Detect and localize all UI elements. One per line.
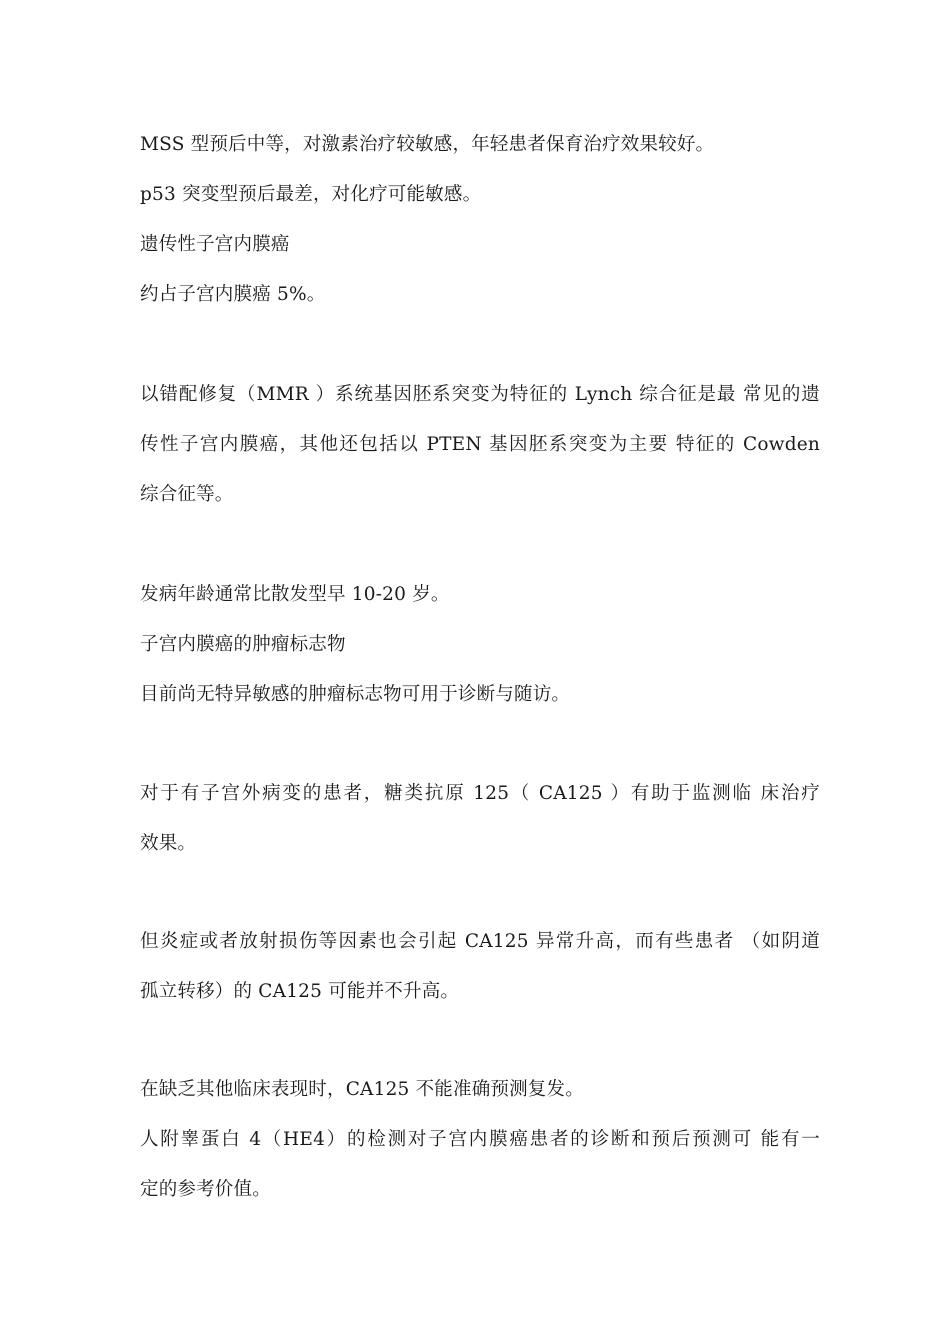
text-line: 传性子宫内膜癌，其他还包括以 PTEN 基因胚系突变为主要 特征的 Cowden: [140, 434, 820, 455]
section-heading: 遗传性子宫内膜癌: [140, 234, 290, 255]
text-line: 效果。: [140, 833, 197, 854]
text-line: 约占子宫内膜癌 5%。: [140, 284, 326, 305]
text-line: p53 突变型预后最差，对化疗可能敏感。: [140, 184, 482, 205]
text-line: 孤立转移）的 CA125 可能并不升高。: [140, 981, 460, 1002]
text-line: 对于有子宫外病变的患者，糖类抗原 125（ CA125 ）有助于监测临 床治疗: [140, 783, 820, 804]
text-line: 以错配修复（MMR ）系统基因胚系突变为特征的 Lynch 综合征是最 常见的遗: [140, 384, 820, 405]
section-heading: 子宫内膜癌的肿瘤标志物: [140, 634, 346, 655]
text-line: 综合征等。: [140, 484, 234, 505]
text-line: 定的参考价值。: [140, 1179, 271, 1200]
text-line: 发病年龄通常比散发型早 10-20 岁。: [140, 584, 450, 605]
text-line: 人附睾蛋白 4（HE4）的检测对子宫内膜癌患者的诊断和预后预测可 能有一: [140, 1129, 820, 1150]
text-line: 在缺乏其他临床表现时，CA125 不能准确预测复发。: [140, 1079, 584, 1100]
text-line: 但炎症或者放射损伤等因素也会引起 CA125 异常升高，而有些患者 （如阴道: [140, 931, 820, 952]
text-line: MSS 型预后中等，对激素治疗较敏感，年轻患者保育治疗效果较好。: [140, 134, 715, 155]
text-line: 目前尚无特异敏感的肿瘤标志物可用于诊断与随访。: [140, 684, 571, 705]
